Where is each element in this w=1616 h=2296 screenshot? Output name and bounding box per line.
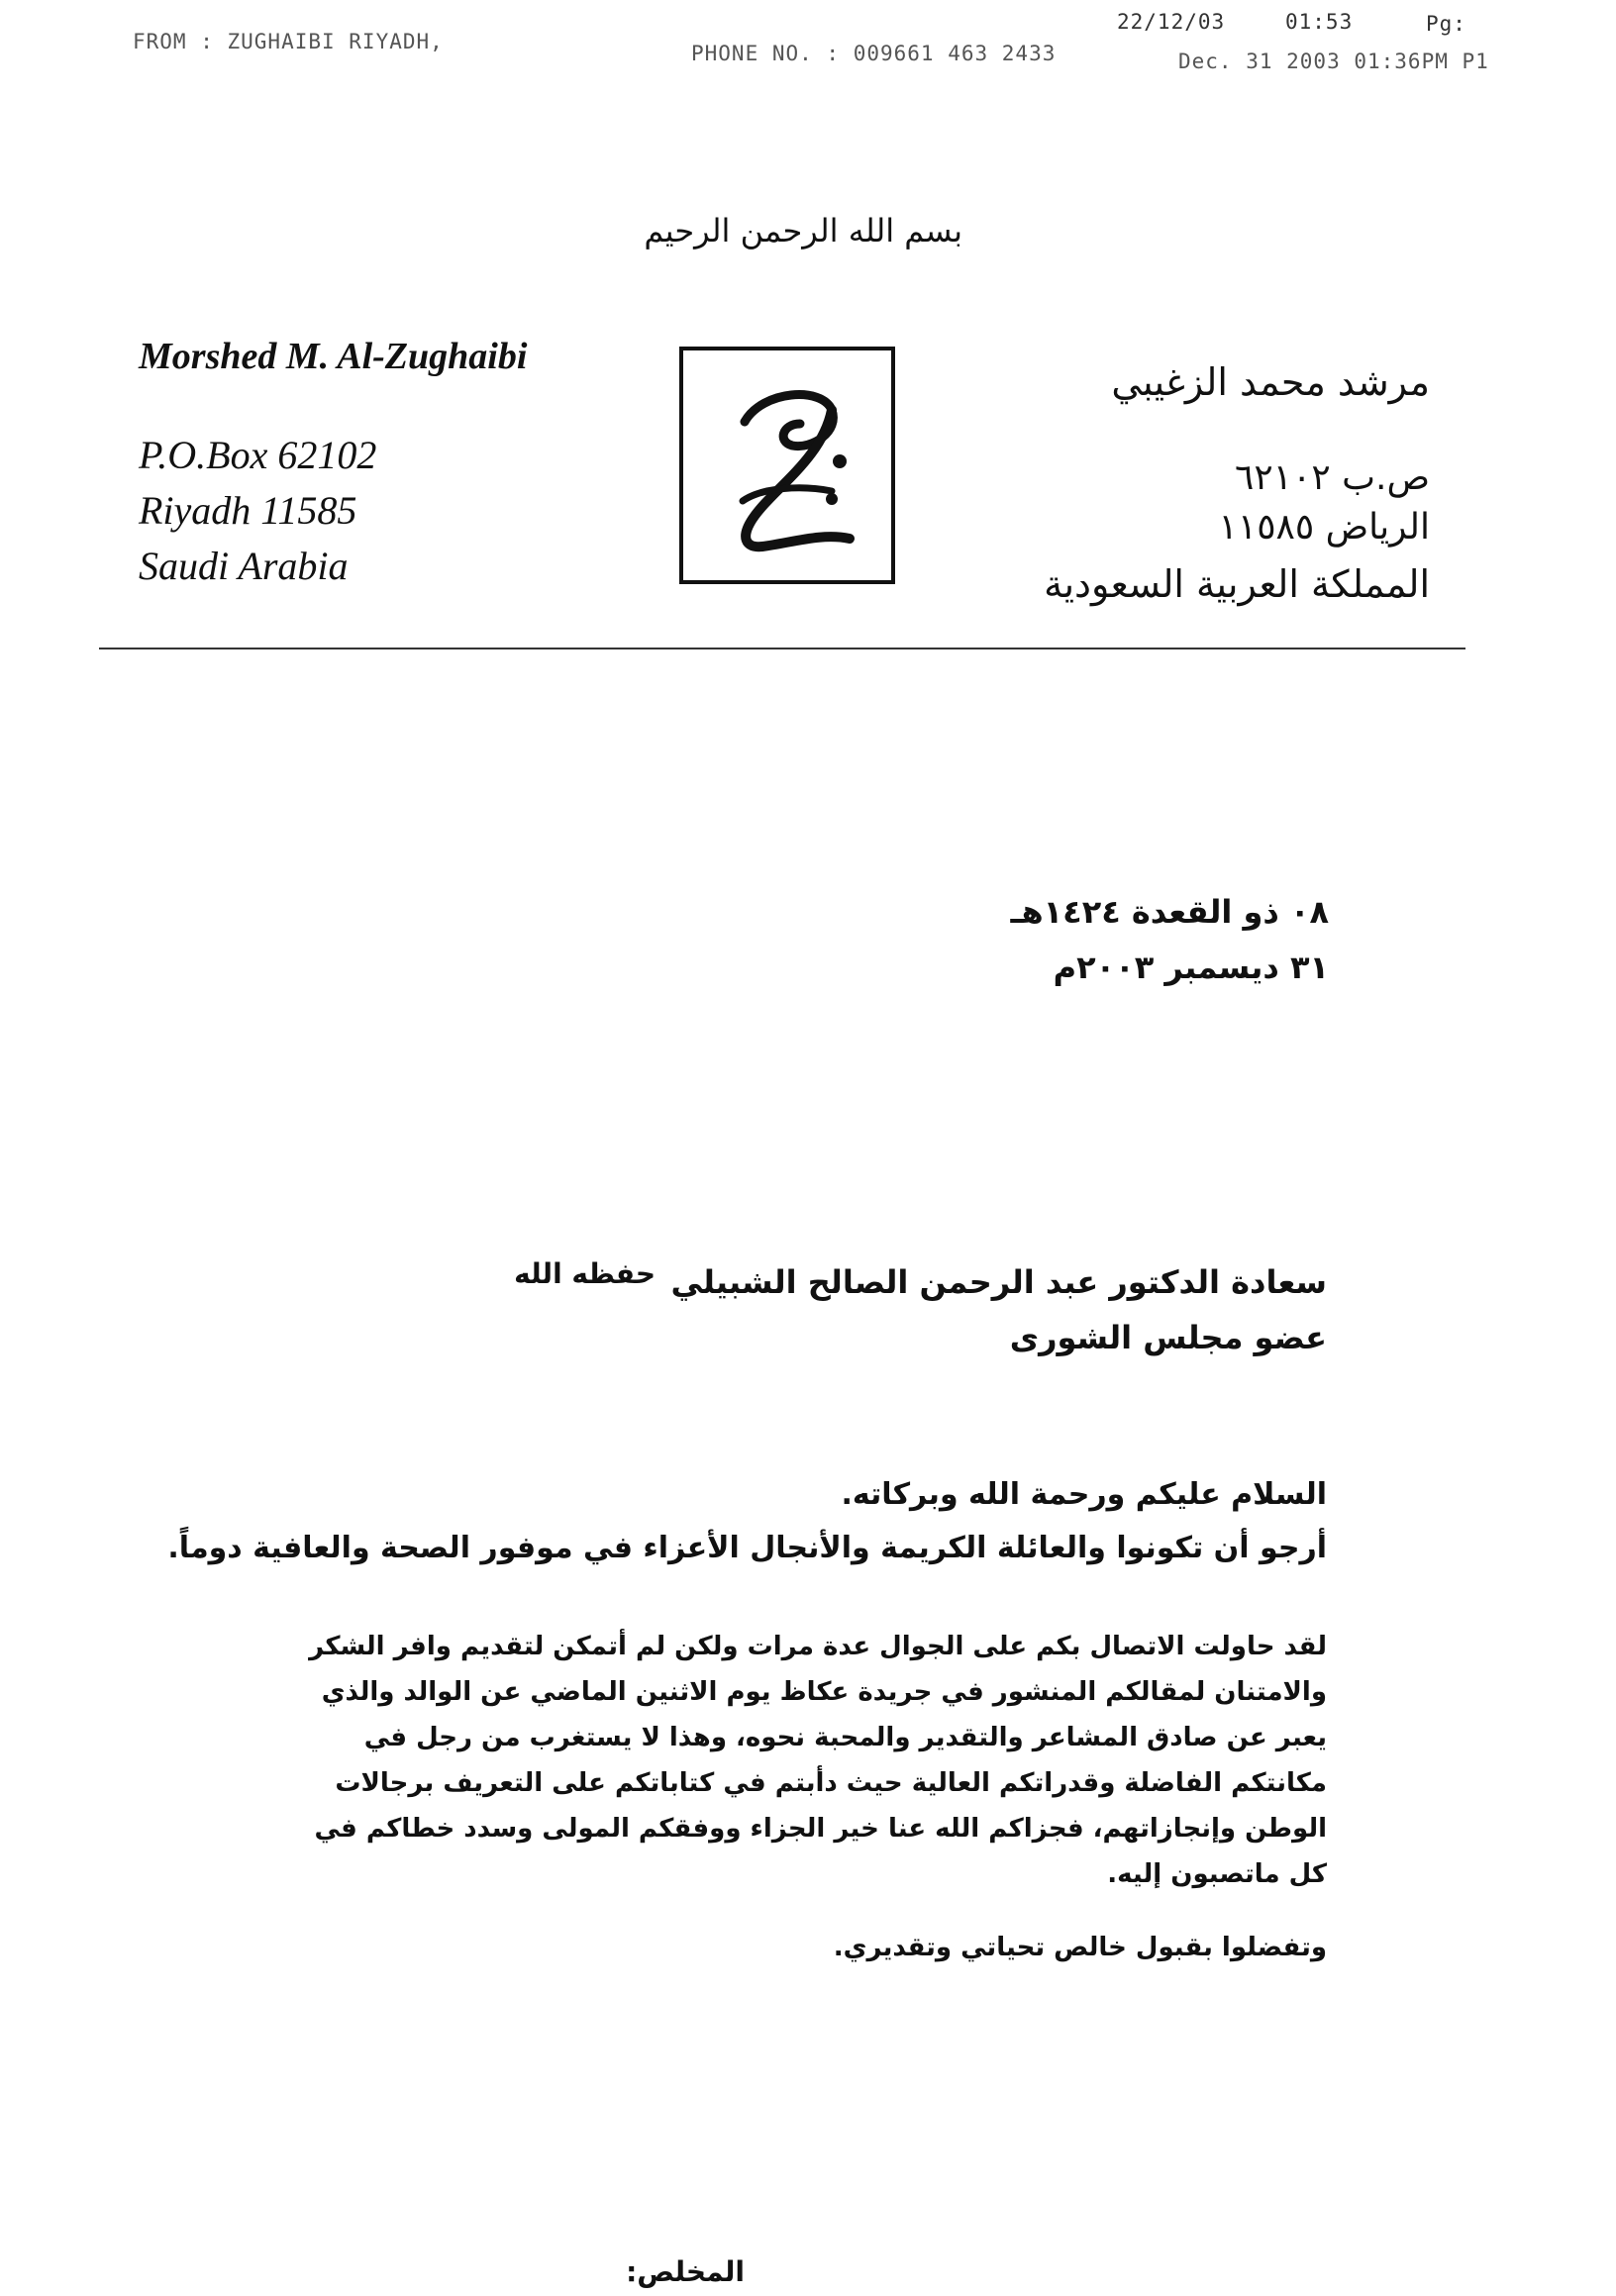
- recipient-honorific: حفظه الله: [514, 1257, 656, 1290]
- letter-closing: وتفضلوا بقبول خالص تحياتي وتقديري.: [833, 1933, 1327, 1962]
- zughaibi-monogram-icon: [683, 350, 891, 580]
- fax-time-top: 01:53: [1285, 10, 1354, 34]
- sender-pobox-en: P.O.Box 62102: [139, 433, 377, 477]
- sender-country-en: Saudi Arabia: [139, 544, 349, 588]
- basmala: بسم الله الرحمن الرحيم: [644, 212, 962, 250]
- greeting-salutation: السلام عليكم ورحمة الله وبركاته.: [841, 1477, 1327, 1512]
- fax-phone: PHONE NO. : 009661 463 2433: [691, 42, 1057, 65]
- signature-label: المخلص:: [626, 2255, 745, 2288]
- date-gregorian: ٣١ ديسمبر ٢٠٠٣م: [1053, 948, 1329, 986]
- sender-city-en: Riyadh 11585: [139, 488, 357, 533]
- fax-page: Pg:: [1426, 12, 1466, 36]
- sender-city-ar: الرياض ١١٥٨٥: [1218, 507, 1430, 548]
- letterhead-logo: [679, 347, 895, 584]
- recipient-title: عضو مجلس الشورى: [1009, 1319, 1327, 1356]
- fax-from: FROM : ZUGHAIBI RIYADH,: [133, 30, 444, 53]
- letter-body: لقد حاولت الاتصال بكم على الجوال عدة مرات ولكن لم أتمكن لتقديم وافر الشكر والامتنان لمقالكم المنشور في جريدة عكاظ يوم الاثنين الماضي عن الوالد والذي يعبر عن صادق المشاعر والتقدير والمحبة نحوه، وهذا لا يستغرب من رجل في مكانتكم الفاضلة وقدراتكم العالية حيث دأبتم في كتاباتكم على التعريف برجالات الوطن وإنجازاتهم، فجزاكم الله عنا خير الجزاء ووفقكم المولى وسدد خطاكم في كل ماتصبون إليه.: [309, 1632, 1327, 1889]
- letterhead-divider: [99, 648, 1465, 649]
- sender-name-en: Morshed M. Al-Zughaibi: [139, 336, 528, 377]
- sender-pobox-ar: ص.ب ٦٢١٠٢: [1235, 457, 1430, 498]
- date-hijri: ٠٨ ذو القعدة ١٤٢٤هـ: [1010, 893, 1329, 931]
- fax-date-top: 22/12/03: [1117, 10, 1226, 34]
- fax-timestamp: Dec. 31 2003 01:36PM P1: [1178, 50, 1489, 73]
- sender-country-ar: المملكة العربية السعودية: [1044, 562, 1430, 606]
- sender-name-ar: مرشد محمد الزغيبي: [1111, 360, 1430, 404]
- greeting-wishes: أرجو أن تكونوا والعائلة الكريمة والأنجال الأعزاء في موفور الصحة والعافية دوماً.: [167, 1531, 1327, 1565]
- recipient-name: سعادة الدكتور عبد الرحمن الصالح الشبيلي: [670, 1263, 1327, 1301]
